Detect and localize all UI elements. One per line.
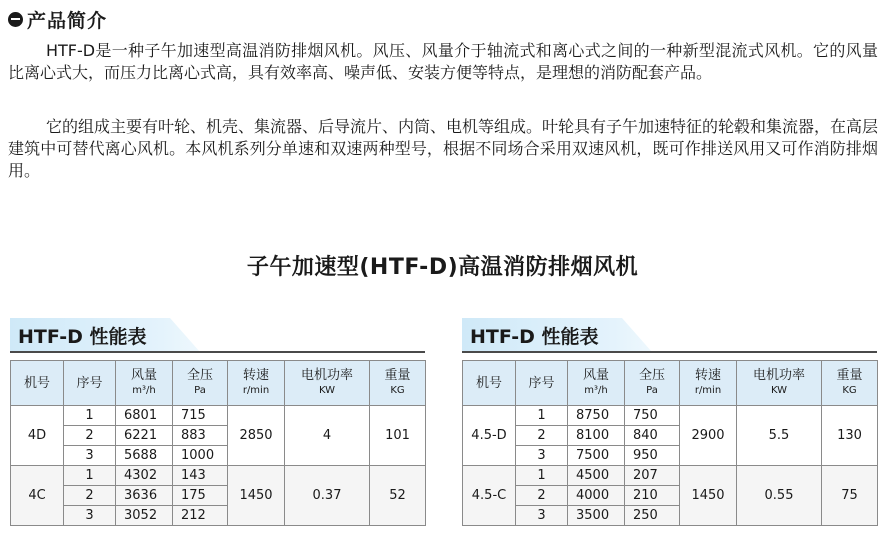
column-header-label: 重量 bbox=[384, 368, 411, 383]
column-header-seq bbox=[516, 361, 568, 406]
column-header-label: 风量 bbox=[130, 368, 157, 383]
performance-table bbox=[10, 360, 426, 526]
seq-cell: 1 bbox=[516, 466, 568, 486]
model-cell: 4.5-C bbox=[463, 466, 516, 526]
column-header-label: 机号 bbox=[23, 375, 50, 391]
seq-cell: 1 bbox=[64, 466, 116, 486]
table-row bbox=[463, 466, 878, 486]
flow-cell: 4302 bbox=[116, 466, 173, 486]
column-header-unit: Pa bbox=[194, 385, 206, 396]
performance-table bbox=[462, 360, 878, 526]
column-header-model bbox=[11, 361, 64, 406]
column-header-unit: KW bbox=[318, 385, 336, 396]
flow-cell: 6221 bbox=[116, 426, 173, 446]
pressure-cell: 750 bbox=[625, 406, 680, 426]
seq-cell: 2 bbox=[64, 486, 116, 506]
speed-cell: 1450 bbox=[228, 466, 285, 526]
weight-cell: 101 bbox=[370, 406, 426, 466]
flow-cell: 8750 bbox=[568, 406, 625, 426]
table-row bbox=[463, 406, 878, 426]
column-header-flow bbox=[116, 361, 173, 406]
column-header-unit: KG bbox=[390, 385, 405, 396]
model-cell: 4C bbox=[11, 466, 64, 526]
model-cell: 4.5-D bbox=[463, 406, 516, 466]
flow-cell: 6801 bbox=[116, 406, 173, 426]
model-cell: 4D bbox=[11, 406, 64, 466]
seq-cell: 1 bbox=[64, 406, 116, 426]
seq-cell: 2 bbox=[64, 426, 116, 446]
table-row bbox=[11, 406, 426, 426]
power-cell: 0.37 bbox=[285, 466, 370, 526]
flow-cell: 7500 bbox=[568, 446, 625, 466]
column-header-pressure bbox=[625, 361, 680, 406]
column-header-label: 转速 bbox=[694, 368, 721, 383]
pressure-cell: 1000 bbox=[173, 446, 228, 466]
seq-cell: 2 bbox=[516, 426, 568, 446]
speed-cell: 2850 bbox=[228, 406, 285, 466]
intro-paragraph-2: 它的组成主要有叶轮、机壳、集流器、后导流片、内筒、电机等组成。叶轮具有子午加速特征的轮毂和集流器，在高层建筑中可替代离心风机。本风机系列分单速和双速两种型号，根据不同场合采用双速风机，既可作排送风用又可作消防排烟用。 bbox=[8, 117, 879, 180]
column-header-unit: Pa bbox=[646, 385, 658, 396]
column-header-model bbox=[463, 361, 516, 406]
table-tab bbox=[462, 318, 877, 352]
column-header-label: 全压 bbox=[638, 368, 665, 383]
column-header-label: 序号 bbox=[76, 375, 103, 391]
flow-cell: 4500 bbox=[568, 466, 625, 486]
main-title: 子午加速型(HTF-D)高温消防排烟风机 bbox=[246, 255, 639, 280]
flow-cell: 3052 bbox=[116, 506, 173, 526]
seq-cell: 2 bbox=[516, 486, 568, 506]
minus-circle-icon bbox=[8, 12, 23, 27]
table-tab bbox=[10, 318, 425, 352]
power-cell: 4 bbox=[285, 406, 370, 466]
weight-cell: 52 bbox=[370, 466, 426, 526]
pressure-cell: 143 bbox=[173, 466, 228, 486]
intro-paragraph-1: HTF-D是一种子午加速型高温消防排烟风机。风压、风量介于轴流式和离心式之间的一种新型混流式风机。它的风量比离心式大，而压力比离心式高，具有效率高、噪声低、安装方便等特点，是理想的消防配套产品。 bbox=[8, 41, 878, 82]
pressure-cell: 212 bbox=[173, 506, 228, 526]
flow-cell: 4000 bbox=[568, 486, 625, 506]
seq-cell: 1 bbox=[516, 406, 568, 426]
column-header-weight bbox=[370, 361, 426, 406]
column-header-label: 电机功率 bbox=[300, 368, 353, 383]
section-title: 产品简介 bbox=[27, 9, 108, 32]
table-header-row bbox=[11, 361, 426, 406]
column-header-power bbox=[737, 361, 822, 406]
pressure-cell: 883 bbox=[173, 426, 228, 446]
column-header-unit: m³/h bbox=[132, 385, 156, 396]
column-header-unit: r/min bbox=[694, 385, 722, 396]
column-header-pressure bbox=[173, 361, 228, 406]
pressure-cell: 250 bbox=[625, 506, 680, 526]
flow-cell: 3500 bbox=[568, 506, 625, 526]
performance-panel-right bbox=[462, 318, 877, 523]
column-header-label: 风量 bbox=[582, 368, 609, 383]
seq-cell: 3 bbox=[64, 446, 116, 466]
column-header-label: 重量 bbox=[836, 368, 863, 383]
column-header-unit: KG bbox=[842, 385, 857, 396]
pressure-cell: 207 bbox=[625, 466, 680, 486]
table-title: HTF-D 性能表 bbox=[18, 326, 147, 348]
column-header-label: 电机功率 bbox=[752, 368, 805, 383]
table-title: HTF-D 性能表 bbox=[470, 326, 599, 348]
flow-cell: 8100 bbox=[568, 426, 625, 446]
table-row bbox=[11, 466, 426, 486]
weight-cell: 130 bbox=[822, 406, 878, 466]
column-header-unit: m³/h bbox=[584, 385, 608, 396]
column-header-label: 转速 bbox=[242, 368, 269, 383]
column-header-label: 机号 bbox=[475, 375, 502, 391]
column-header-unit: KW bbox=[770, 385, 788, 396]
power-cell: 5.5 bbox=[737, 406, 822, 466]
column-header-label: 序号 bbox=[528, 375, 555, 391]
flow-cell: 5688 bbox=[116, 446, 173, 466]
pressure-cell: 715 bbox=[173, 406, 228, 426]
pressure-cell: 840 bbox=[625, 426, 680, 446]
weight-cell: 75 bbox=[822, 466, 878, 526]
column-header-flow bbox=[568, 361, 625, 406]
pressure-cell: 210 bbox=[625, 486, 680, 506]
column-header-unit: r/min bbox=[242, 385, 270, 396]
pressure-cell: 950 bbox=[625, 446, 680, 466]
performance-panel-left bbox=[10, 318, 425, 523]
column-header-label: 全压 bbox=[186, 368, 213, 383]
pressure-cell: 175 bbox=[173, 486, 228, 506]
power-cell: 0.55 bbox=[737, 466, 822, 526]
column-header-power bbox=[285, 361, 370, 406]
speed-cell: 1450 bbox=[680, 466, 737, 526]
seq-cell: 3 bbox=[516, 506, 568, 526]
seq-cell: 3 bbox=[64, 506, 116, 526]
table-header-row bbox=[463, 361, 878, 406]
section-header bbox=[8, 6, 107, 32]
column-header-speed bbox=[680, 361, 737, 406]
seq-cell: 3 bbox=[516, 446, 568, 466]
flow-cell: 3636 bbox=[116, 486, 173, 506]
column-header-seq bbox=[64, 361, 116, 406]
column-header-speed bbox=[228, 361, 285, 406]
speed-cell: 2900 bbox=[680, 406, 737, 466]
column-header-weight bbox=[822, 361, 878, 406]
